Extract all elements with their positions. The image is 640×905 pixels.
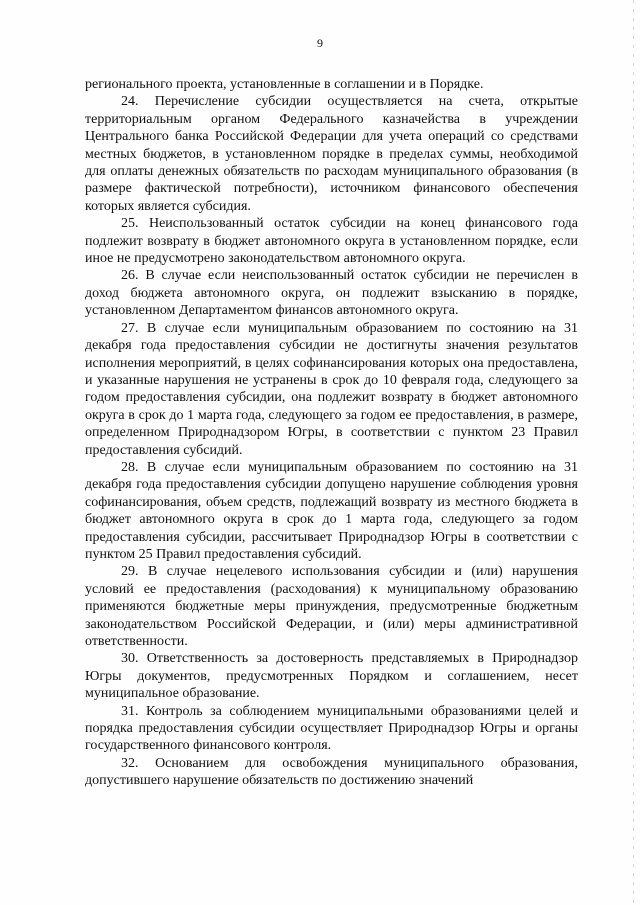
paragraph-31: 31. Контроль за соблюдением муниципальными образованиями целей и порядка предоставления субсидии осуществляет Природнадзор Югры и органы государственного финансового контроля. — [85, 703, 578, 754]
document-body — [85, 76, 578, 790]
paragraph-24: 24. Перечисление субсидии осуществляется на счета, открытые территориальным органом Федерального казначейства в учреждении Центрального банка Российской Федерации для учета операций со средствами местных бюджетов, в установленном порядке в пределах суммы, необходимой для оплаты денежных обязательств по расходам муниципального образования (в размере фактической потребности), источником финансового обеспечения которых является субсидия. — [85, 94, 578, 214]
paragraph-25: 25. Неиспользованный остаток субсидии на конец финансового года подлежит возврату в бюджет автономного округа в установленном порядке, если иное не предусмотрено законодательством автономного округа. — [85, 216, 578, 267]
scan-edge-mark — [633, 0, 634, 905]
paragraph-29: 29. В случае нецелевого использования субсидии и (или) нарушения условий ее предоставления (расходования) к муниципальному образованию применяются бюджетные меры принуждения, предусмотренные бюджетным законодательством Российской Федерации, и (или) меры административной ответственности. — [85, 564, 578, 649]
paragraph-32: 32. Основанием для освобождения муниципального образования, допустившего нарушение обязательств по достижению значений — [85, 755, 578, 789]
paragraph-continuation: регионального проекта, установленные в соглашении и в Порядке. — [85, 77, 484, 92]
paragraph-26: 26. В случае если неиспользованный остаток субсидии не перечислен в доход бюджета автономного округа, он подлежит взысканию в порядке, установленном Департаментом финансов автономного округа. — [85, 268, 578, 319]
paragraph-28: 28. В случае если муниципальным образованием по состоянию на 31 декабря года предоставления субсидии допущено нарушение соблюдения уровня софинансирования, объем средств, подлежащий возврату из местного бюджета в бюджет автономного округа в срок до 1 марта года, следующего за годом предоставления субсидии, рассчитывает Природнадзор Югры в соответствии с пунктом 25 Правил предоставления субсидий. — [85, 459, 578, 562]
page-number: 9 — [317, 36, 323, 50]
paragraph-30: 30. Ответственность за достоверность представляемых в Природнадзор Югры документов, предусмотренных Порядком и соглашением, несет муниципальное образование. — [85, 651, 578, 702]
paragraph-27: 27. В случае если муниципальным образованием по состоянию на 31 декабря года предоставления субсидии не достигнуты значения результатов исполнения мероприятий, в целях софинансирования которых она предоставлена, и указанные нарушения не устранены в срок до 10 февраля года, следующего за годом предоставления субсидии, она подлежит возврату в бюджет автономного округа в срок до 1 марта года, следующего за годом ее предоставления, в размере, определенном Природнадзором Югры, в соответствии с пунктом 23 Правил предоставления субсидий. — [85, 320, 578, 458]
